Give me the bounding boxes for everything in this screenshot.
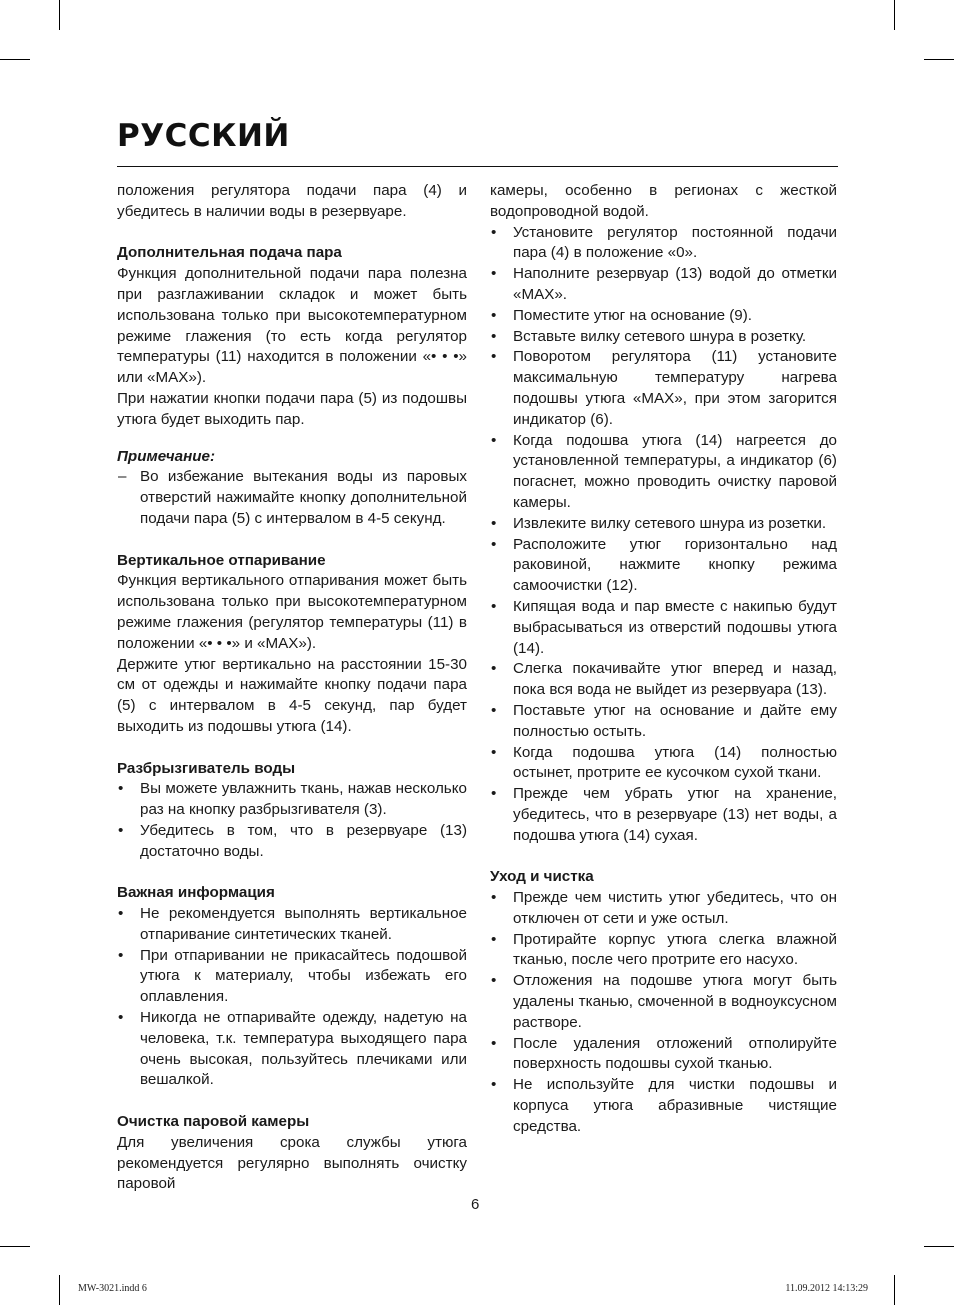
crop-mark [0,59,30,60]
section-heading-cleaning-chamber: Очистка паровой камеры [117,1113,310,1131]
cleaning-steps-list [490,223,837,847]
note-list [117,467,467,529]
list-item: • Извлеките вилку сетевого шнура из розетки. [490,514,837,535]
list-item: • Когда подошва утюга (14) нагреется до установленной температуры, а индикатор (6) погаснет, можно проводить очистку паровой камеры. [490,431,837,514]
list-item: • Убедитесь в том, что в резервуаре (13) достаточно воды. [117,821,467,863]
bullet-list [117,779,467,862]
left-column [117,181,467,1195]
list-item: • Никогда не отпаривайте одежду, надетую на человека, т.к. температура выходящего пара очень высокая, пользуйтесь плечиками или вешалкой. [117,1008,467,1091]
paragraph: Функция дополнительной подачи пара полезна при разглаживании складок и может быть использована только при высокотемпературном режиме глажения (то есть когда регулятор температуры (11) находится в положении «• • •» или «MAX»). [117,265,467,387]
crop-mark [894,0,895,30]
list-item: • При отпаривании не прикасайтесь подошвой утюга к материалу, чтобы избежать его оплавления. [117,946,467,1008]
section-heading-important: Важная информация [117,884,275,902]
crop-mark [894,1275,895,1305]
list-item: • Поставьте утюг на основание и дайте ему полностью остыть. [490,701,837,743]
list-item: • Когда подошва утюга (14) полностью остынет, протрите ее кусочком сухой ткани. [490,743,837,785]
bullet-list [117,904,467,1091]
paragraph: камеры, особенно в регионах с жесткой водопроводной водой. [490,182,837,220]
section-heading-extra-steam: Дополнительная подача пара [117,244,342,262]
right-column [490,181,837,1138]
crop-mark [924,1246,954,1247]
paragraph: Функция вертикального отпаривания может быть использована только при высокотемпературном режиме глажения (регулятор температуры (11) в положении «• • •» и «MAX»). [117,572,467,652]
list-item: • Поместите утюг на основание (9). [490,306,837,327]
crop-mark [59,1275,60,1305]
footer-file-name: MW-3021.indd 6 [78,1283,147,1294]
title-rule [117,166,838,167]
paragraph: Держите утюг вертикально на расстоянии 15-30 см от одежды и нажимайте кнопку подачи пара (5) с интервалом в 4-5 секунд, пар будет выходить из подошвы утюга (14). [117,655,467,735]
section-heading-vertical-steam: Вертикальное отпаривание [117,551,326,569]
footer-timestamp: 11.09.2012 14:13:29 [785,1283,868,1294]
paragraph: Для увеличения срока службы утюга рекомендуется регулярно выполнять очистку паровой [117,1133,467,1193]
section-heading-sprayer: Разбрызгиватель воды [117,759,296,777]
list-item: • Слегка покачивайте утюг вперед и назад, пока вся вода не выйдет из резервуара (13). [490,659,837,701]
page-number: 6 [471,1196,480,1213]
list-item: • Установите регулятор постоянной подачи пара (4) в положение «0». [490,223,837,265]
paragraph: При нажатии кнопки подачи пара (5) из подошвы утюга будет выходить пар. [117,389,467,428]
list-item: • Наполните резервуар (13) водой до отметки «MAX». [490,264,837,306]
list-item: • Протирайте корпус утюга слегка влажной тканью, после чего протрите его насухо. [490,930,837,972]
list-item: • Расположите утюг горизонтально над раковиной, нажмите кнопку режима самоочистки (12). [490,535,837,597]
note-heading: Примечание: [117,447,216,465]
list-item: • После удаления отложений отполируйте поверхность подошвы сухой тканью. [490,1034,837,1076]
section-heading-care: Уход и чистка [490,868,594,886]
list-item: • Прежде чем убрать утюг на хранение, убедитесь, что в резервуаре (13) нет воды, а подошва утюга (14) сухая. [490,784,837,846]
list-item: • Отложения на подошве утюга могут быть удалены тканью, смоченной в водноуксусном растворе. [490,971,837,1033]
bullet-list [490,888,837,1138]
list-item: – Во избежание вытекания воды из паровых отверстий нажимайте кнопку дополнительной подачи пара (5) с интервалом в 4-5 секунд. [117,467,467,529]
list-item: • Прежде чем чистить утюг убедитесь, что он отключен от сети и уже остыл. [490,888,837,930]
page-title: РУССКИЙ [117,118,290,154]
list-item: • Кипящая вода и пар вместе с накипью будут выбрасываться из отверстий подошвы утюга (14). [490,597,837,659]
crop-mark [59,0,60,30]
list-item: • Поворотом регулятора (11) установите максимальную температуру нагрева подошвы утюга «MAX», при этом загорится индикатор (6). [490,347,837,430]
list-item: • Вставьте вилку сетевого шнура в розетку. [490,327,837,348]
crop-mark [924,59,954,60]
list-item: • Не используйте для чистки подошвы и корпуса утюга абразивные чистящие средства. [490,1075,837,1137]
crop-mark [0,1246,30,1247]
intro-paragraph: положения регулятора подачи пара (4) и убедитесь в наличии воды в резервуаре. [117,182,467,220]
list-item: • Вы можете увлажнить ткань, нажав несколько раз на кнопку разбрызгивателя (3). [117,779,467,821]
list-item: • Не рекомендуется выполнять вертикальное отпаривание синтетических тканей. [117,904,467,946]
